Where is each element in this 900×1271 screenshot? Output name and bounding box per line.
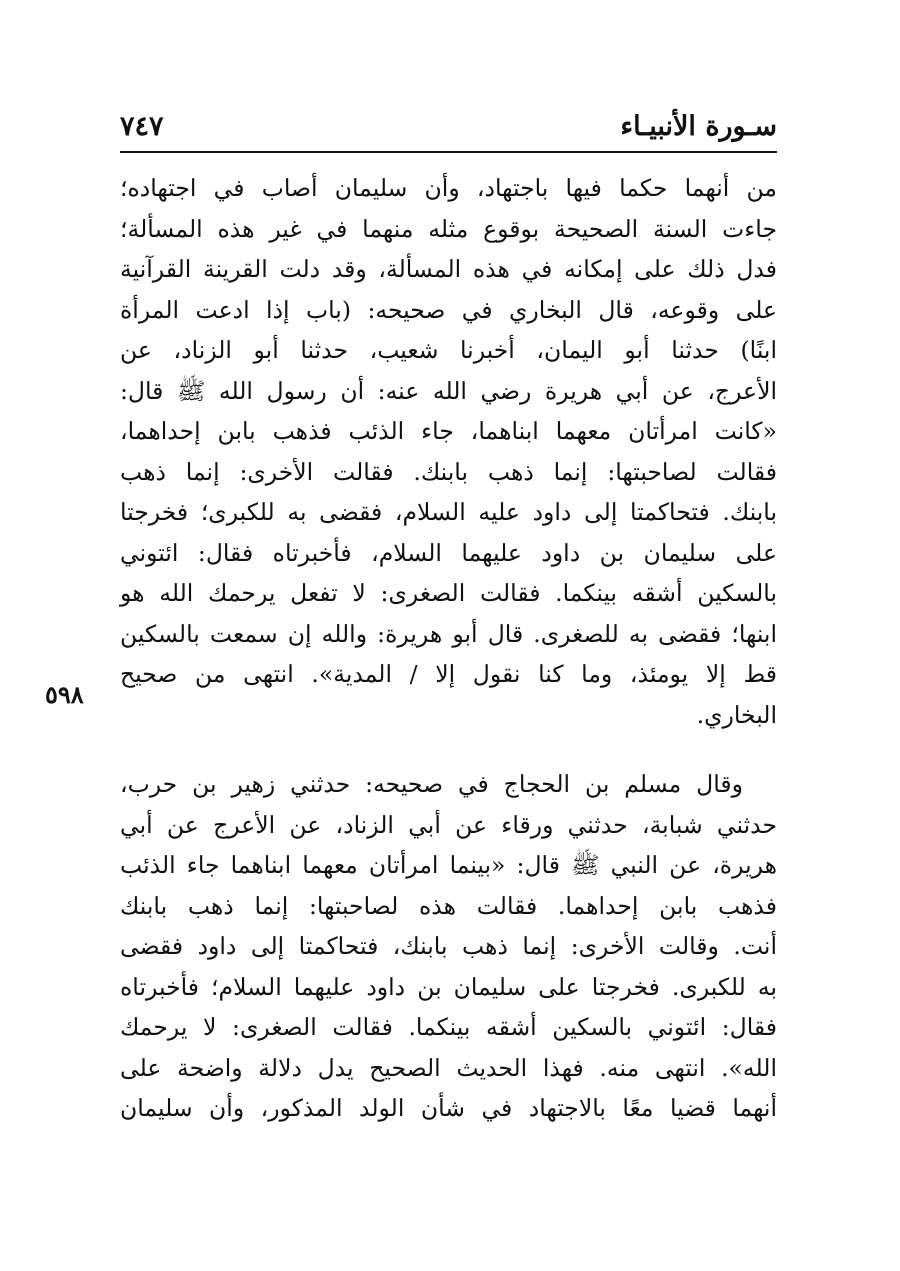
page-number: ٧٤٧ — [120, 111, 164, 142]
text-line: جاءت السنة الصحيحة بوقوع مثله منهما في غير هذه المسألة؛ — [120, 214, 777, 243]
text-line: من أنهما حكما فيها باجتهاد، وأن سليمان أصاب في اجتهاده؛ — [120, 174, 777, 202]
text-line: أنت. وقالت الأخرى: إنما ذهب بابنك، فتحاكمتا إلى داود فقضى — [120, 932, 777, 960]
paragraph — [120, 168, 777, 735]
text-line: الأعرج، عن أبي هريرة رضي الله عنه: أن رسول الله ﷺ قال: — [120, 376, 777, 405]
text-line: على سليمان بن داود عليهما السلام، فأخبرتاه فقال: ائتوني — [120, 538, 777, 567]
text-line: فذهب بابن إحداهما. فقالت هذه لصاحبتها: إنما ذهب بابنك — [120, 891, 777, 920]
text-line: هريرة، عن النبي ﷺ قال: «بينما امرأتان معهما ابناهما جاء الذئب — [120, 851, 777, 879]
text-line: البخاري. — [696, 700, 777, 729]
text-line: فقالت لصاحبتها: إنما ذهب بابنك. فقالت الأخرى: إنما ذهب — [120, 457, 777, 486]
text-line: بابنك. فتحاكمتا إلى داود عليه السلام، فقضى به للكبرى؛ فخرجتا — [120, 498, 777, 526]
text-line: به للكبرى. فخرجتا على سليمان بن داود عليهما السلام؛ فأخبرتاه — [120, 972, 777, 1001]
text-line: ابنها؛ فقضى به للصغرى. قال أبو هريرة: والله إن سمعت بالسكين — [120, 619, 777, 648]
text-line: فقال: ائتوني بالسكين أشقه بينكما. فقالت الصغرى: لا يرحمك — [120, 1013, 777, 1041]
text-line: «كانت امرأتان معهما ابناهما، جاء الذئب فذهب بابن إحداهما، — [120, 417, 777, 445]
text-line: أنهما قضيا معًا بالاجتهاد في شأن الولد المذكور، وأن سليمان — [120, 1094, 777, 1122]
surah-title: سـورة الأنبيـاء — [620, 111, 777, 142]
text-line: بالسكين أشقه بينكما. فقالت الصغرى: لا تفعل يرحمك الله هو — [120, 579, 777, 607]
text-line: على وقوعه، قال البخاري في صحيحه: (باب إذا ادعت المرأة — [120, 295, 777, 324]
paragraph — [120, 764, 777, 1129]
text-line: فدل ذلك على إمكانه في هذه المسألة، وقد دلت القرينة القرآنية — [120, 255, 777, 283]
page-header — [120, 103, 777, 153]
text-line: ابنًا) حدثنا أبو اليمان، أخبرنا شعيب، حدثنا أبو الزناد، عن — [120, 336, 777, 364]
main-text-body — [120, 168, 777, 1129]
text-line: الله». انتهى منه. فهذا الحديث الصحيح يدل دلالة واضحة على — [120, 1053, 777, 1082]
text-line: قط إلا يومئذ، وما كنا نقول إلا / المدية». انتهى من صحيح — [120, 660, 777, 688]
margin-page-reference: ٥٩٨ — [45, 680, 84, 709]
paragraph-gap — [120, 735, 777, 764]
text-line: وقال مسلم بن الحجاج في صحيحه: حدثني زهير بن حرب، — [120, 770, 743, 798]
text-line: حدثني شبابة، حدثني ورقاء عن أبي الزناد، عن الأعرج عن أبي — [120, 810, 777, 839]
